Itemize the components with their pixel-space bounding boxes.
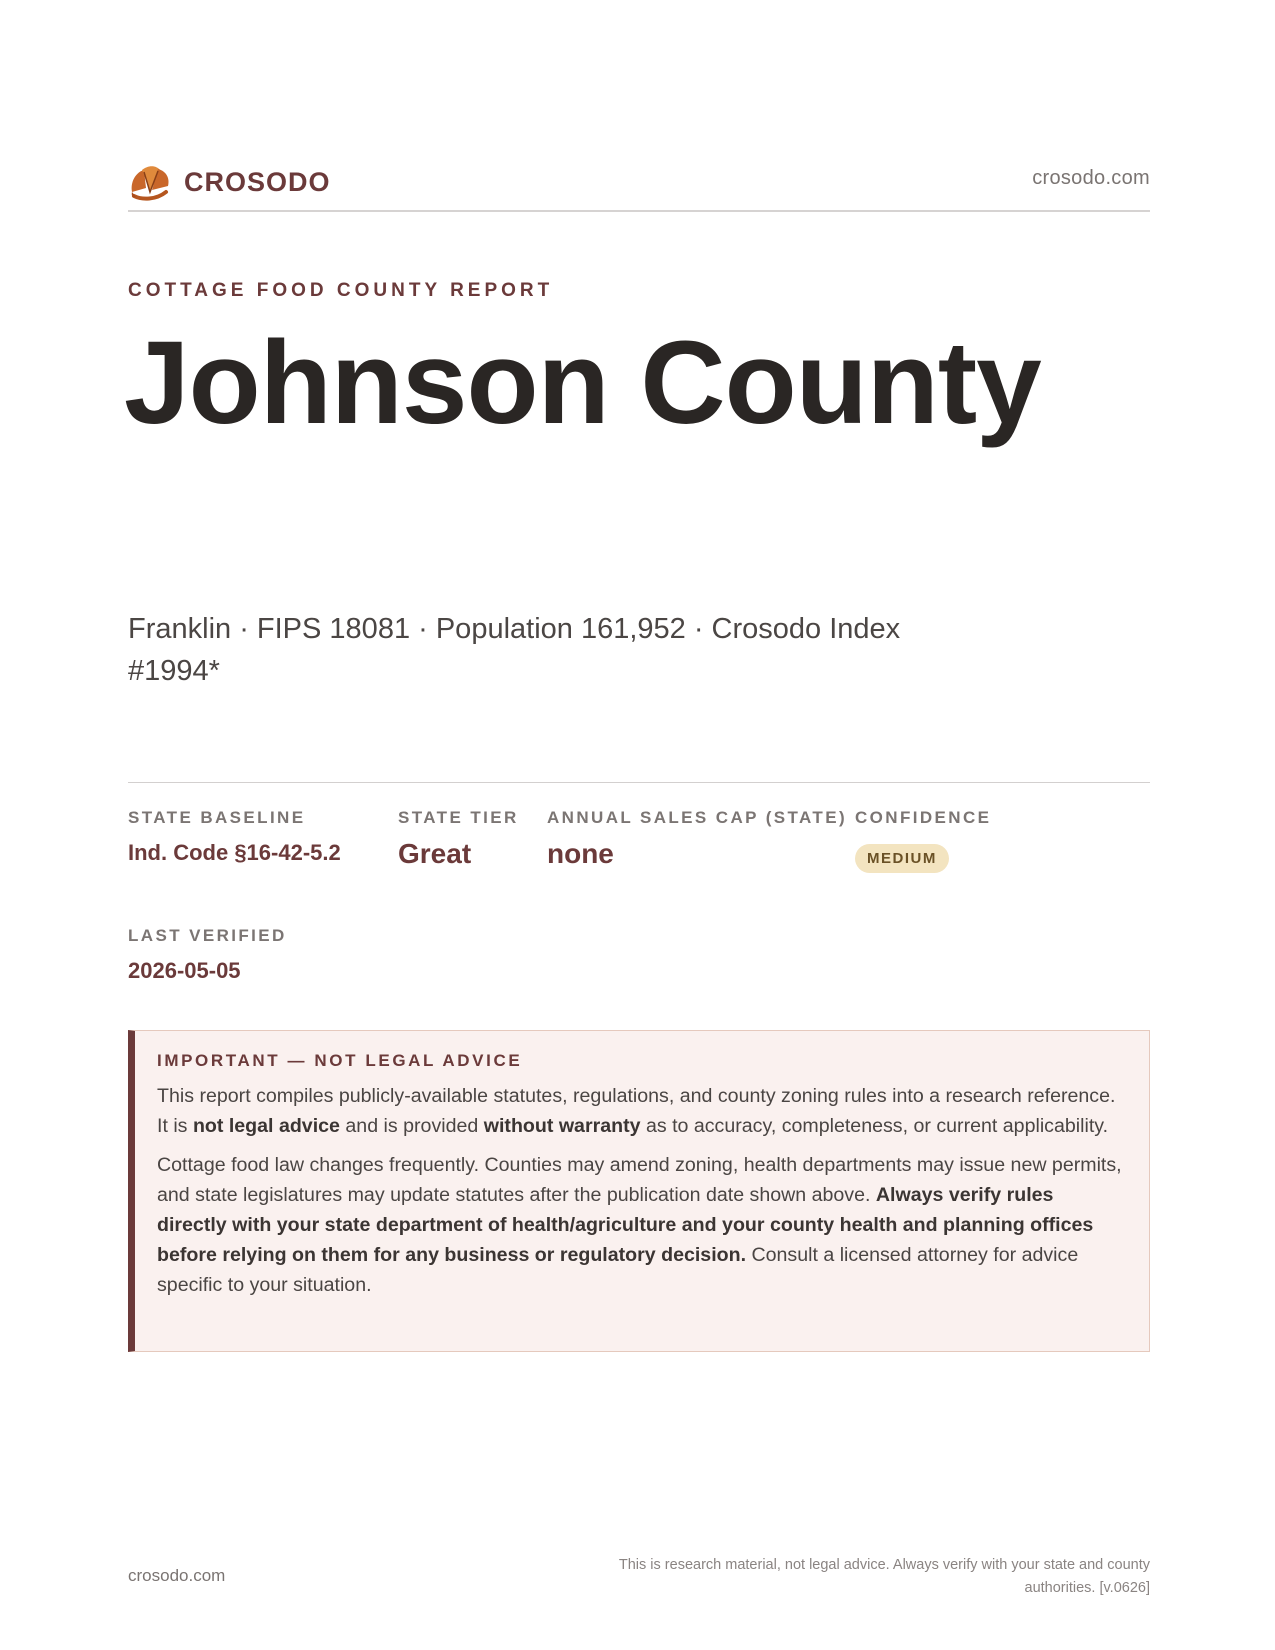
section-divider [128,782,1150,783]
stat-last-verified [128,926,287,984]
stat-label: CONFIDENCE [855,808,992,827]
footer-disclaimer: This is research material, not legal advice. Always verify with your state and county authorities. [v.0626] [618,1557,1150,1596]
stat-label: LAST VERIFIED [128,926,287,945]
stat-label: STATE TIER [398,808,519,827]
brand-name: CROSODO [184,166,331,197]
stat-value: none [547,838,614,869]
stat-value: Ind. Code §16-42-5.2 [128,840,341,865]
stat-label: STATE BASELINE [128,808,306,827]
stat-value: 2026-05-05 [128,958,241,983]
notice-text: as to accuracy, completeness, or current applicability. [640,1115,1109,1137]
stat-confidence [855,808,991,873]
notice-text: This report compiles publicly-available statutes, regulations, and county zoning rules into a research reference. It is [157,1085,1116,1137]
header-url[interactable]: crosodo.com [1032,167,1150,189]
header-divider [128,210,1150,212]
report-eyebrow: COTTAGE FOOD COUNTY REPORT [128,280,554,301]
report-page [124,0,1150,1650]
page-header [128,156,1150,210]
stat-label: ANNUAL SALES CAP (STATE) [547,808,848,827]
notice-title: IMPORTANT — NOT LEGAL ADVICE [157,1051,523,1070]
notice-emphasis: Always verify rules directly with your state department of health/agriculture and your county health and planning offices before relying on them for any business or regulatory decision. [157,1184,1094,1266]
confidence-badge: MEDIUM [855,844,949,873]
notice-text: Cottage food law changes frequently. Counties may amend zoning, health departments may issue new permits, and state legislatures may update statutes after the publication date shown above. [157,1154,1122,1206]
county-meta: Franklin · FIPS 18081 · Population 161,952 · Crosodo Index #1994* [128,613,901,687]
notice-text: Consult a licensed attorney for advice specific to your situation. [157,1244,1079,1296]
legal-notice [128,1030,1150,1352]
notice-text: and is provided [339,1115,484,1137]
stat-state-tier [398,808,519,870]
footer-url[interactable]: crosodo.com [128,1566,226,1585]
notice-paragraph [157,1081,1123,1141]
county-title: Johnson County [124,317,1041,449]
notice-paragraph [157,1150,1123,1300]
croissant-icon [128,162,172,202]
notice-emphasis: without warranty [483,1115,641,1137]
stat-annual-sales-cap [547,808,847,870]
brand[interactable] [128,162,331,202]
notice-emphasis: not legal advice [192,1115,340,1137]
stat-value: Great [398,838,472,869]
stat-state-baseline [128,808,341,866]
